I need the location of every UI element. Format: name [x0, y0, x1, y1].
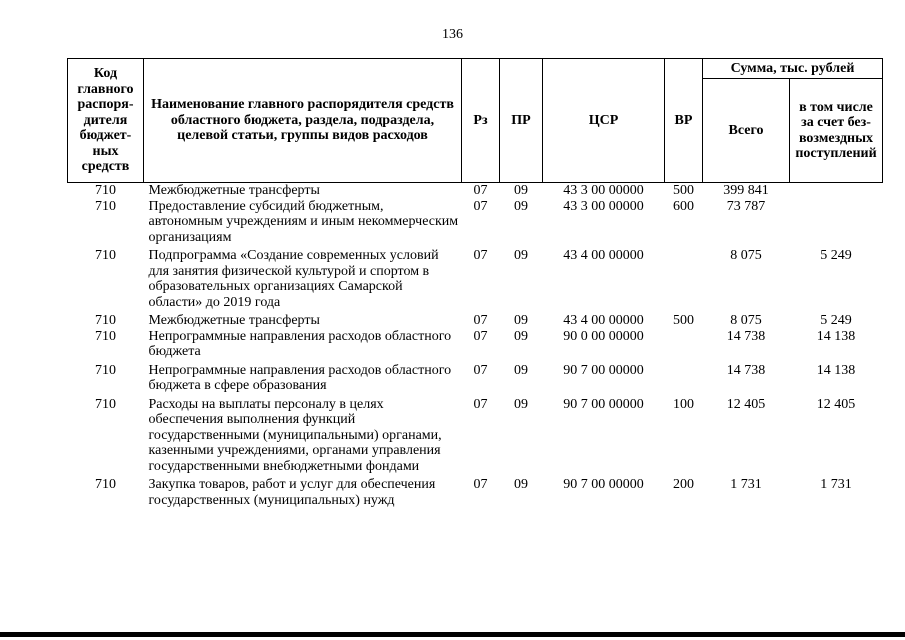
row-pr: 09	[514, 248, 528, 263]
row-rz: 07	[473, 248, 488, 263]
row-total: 14 738	[726, 362, 766, 378]
table-row	[68, 183, 883, 199]
row-name: Непрограммные направления расходов областного бюджета в сфере образования	[148, 362, 452, 393]
row-pr: 09	[514, 198, 528, 214]
row-total: 8 075	[730, 248, 762, 263]
row-pr: 09	[514, 362, 528, 378]
row-vr: 500	[673, 183, 694, 198]
row-vr	[665, 245, 703, 310]
header-vr: ВР	[665, 59, 703, 183]
row-total: 1 731	[730, 477, 762, 492]
row-rz: 07	[473, 313, 488, 328]
row-name: Подпрограмма «Создание современных условий для занятия физической культурой и спортом в образовательных организациях Самарской области» до 2019 года	[148, 248, 439, 310]
row-total: 8 075	[730, 313, 762, 328]
row-csr: 90 0 00 00000	[563, 328, 644, 344]
row-code: 710	[95, 313, 116, 328]
table-row	[68, 394, 883, 475]
row-grants: 5 249	[820, 248, 852, 263]
header-name: Наименование главного распорядителя средств областного бюджета, раздела, подраздела, целевой статьи, группы видов расходов	[144, 59, 462, 183]
row-name: Непрограммные направления расходов областного бюджета	[148, 328, 452, 359]
row-vr: 100	[673, 396, 694, 412]
row-name: Межбюджетные трансферты	[148, 313, 320, 328]
header-total: Всего	[703, 79, 790, 183]
row-total: 73 787	[726, 198, 766, 214]
table-row	[68, 245, 883, 310]
row-rz: 07	[473, 477, 488, 492]
row-rz: 07	[473, 396, 488, 412]
table-row	[68, 310, 883, 329]
row-grants: 14 138	[816, 362, 856, 378]
row-code: 710	[95, 198, 116, 214]
budget-table	[67, 58, 883, 508]
row-pr: 09	[514, 183, 528, 198]
row-rz: 07	[473, 362, 488, 378]
row-csr: 90 7 00 00000	[563, 477, 644, 492]
row-grants: 12 405	[816, 396, 856, 412]
header-grants: в том числе за счет без-возмездных поступлений	[790, 79, 883, 183]
row-csr: 43 4 00 00000	[563, 313, 644, 328]
row-rz: 07	[473, 198, 488, 214]
row-vr: 200	[673, 477, 694, 492]
row-total: 14 738	[726, 328, 766, 344]
row-grants: 14 138	[816, 328, 856, 344]
table-row	[68, 360, 883, 394]
table-row	[68, 474, 883, 508]
row-name: Расходы на выплаты персоналу в целях обеспечения выполнения функций государственными (муниципальными) органами, казенными учреждениями, органами управления государственными внебюджетными фондами	[148, 396, 442, 474]
row-rz: 07	[473, 183, 488, 198]
header-rz: Рз	[462, 59, 500, 183]
header-code: Код главного распоря-дителя бюджет-ных средств	[68, 59, 144, 183]
row-pr: 09	[514, 396, 528, 412]
row-pr: 09	[514, 477, 528, 492]
header-pr: ПР	[500, 59, 543, 183]
row-code: 710	[95, 477, 116, 492]
row-code: 710	[95, 183, 116, 198]
row-code: 710	[95, 328, 116, 344]
page-number: 136	[442, 27, 463, 42]
row-grants	[790, 199, 883, 246]
row-csr: 43 3 00 00000	[563, 183, 644, 198]
row-code: 710	[95, 362, 116, 378]
row-pr: 09	[514, 328, 528, 344]
row-csr: 90 7 00 00000	[563, 362, 644, 378]
row-vr	[665, 360, 703, 394]
row-csr: 90 7 00 00000	[563, 396, 644, 412]
row-code: 710	[95, 248, 116, 263]
row-total: 399 841	[723, 183, 769, 198]
row-vr: 500	[673, 313, 694, 328]
row-csr: 43 3 00 00000	[563, 198, 644, 214]
row-pr: 09	[514, 313, 528, 328]
row-name: Закупка товаров, работ и услуг для обеспечения государственных (муниципальных) нужд	[148, 477, 436, 508]
row-vr: 600	[673, 198, 694, 214]
row-grants: 1 731	[820, 477, 852, 492]
row-rz: 07	[473, 328, 488, 344]
row-csr: 43 4 00 00000	[563, 248, 644, 263]
header-sum-group: Сумма, тыс. рублей	[703, 59, 883, 79]
bottom-rule	[0, 632, 905, 637]
row-name: Межбюджетные трансферты	[148, 183, 320, 198]
row-code: 710	[95, 396, 116, 412]
row-grants: 5 249	[820, 313, 852, 328]
row-total: 12 405	[726, 396, 766, 412]
table-row	[68, 199, 883, 246]
row-name: Предоставление субсидий бюджетным, автономным учреждениям и иным некоммерческим организациям	[148, 198, 459, 245]
table-row	[68, 329, 883, 360]
header-csr: ЦСР	[543, 59, 665, 183]
row-vr	[665, 329, 703, 360]
row-grants	[790, 183, 883, 199]
